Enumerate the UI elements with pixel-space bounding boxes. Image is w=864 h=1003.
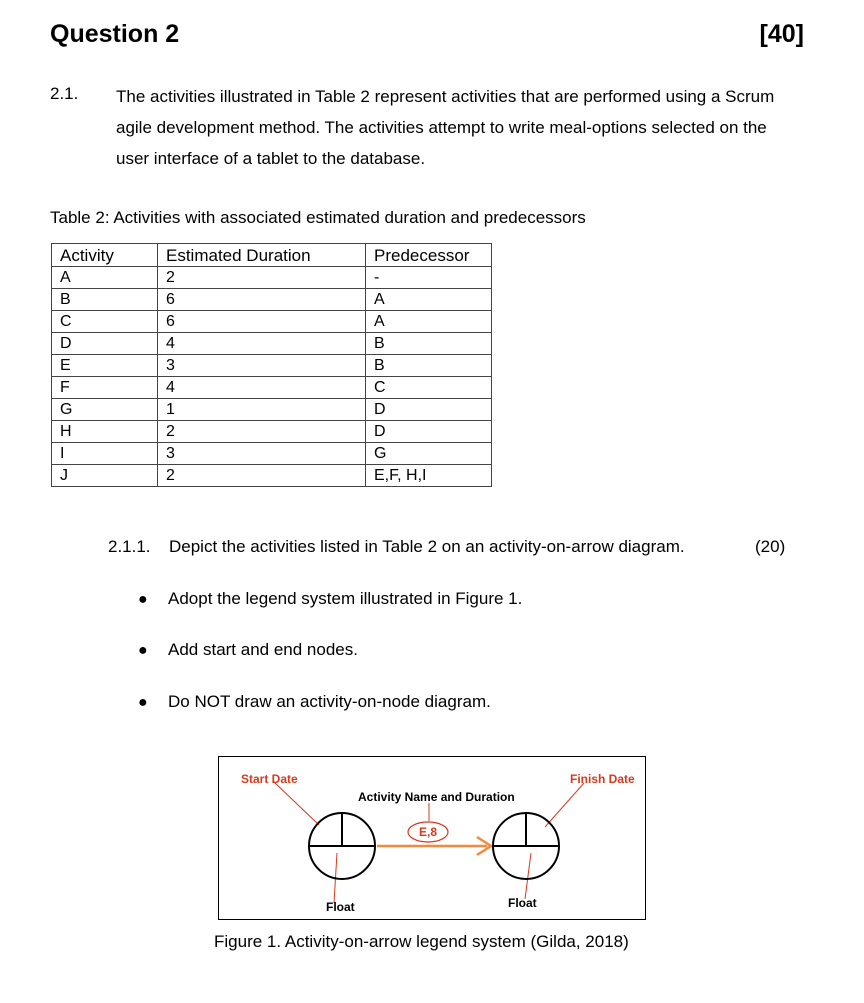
predecessor-cell: D [366, 399, 492, 421]
duration-cell: 4 [158, 333, 366, 355]
question-marks: [40] [759, 20, 804, 48]
bullet-item [138, 692, 491, 712]
header-activity: Activity [52, 244, 158, 267]
subquestion [108, 537, 685, 557]
paragraph-line: user interface of a tablet to the database. [116, 149, 426, 168]
predecessor-cell: - [366, 267, 492, 289]
predecessor-cell: D [366, 421, 492, 443]
bullet-icon: ● [138, 591, 148, 608]
start-node-icon [309, 813, 375, 879]
duration-cell: 2 [158, 267, 366, 289]
predecessor-cell: B [366, 333, 492, 355]
bullet-text: Add start and end nodes. [168, 640, 358, 659]
activity-cell: H [52, 421, 158, 443]
duration-cell: 6 [158, 311, 366, 333]
bullet-item [138, 640, 358, 660]
duration-cell: 2 [158, 465, 366, 487]
bullet-item [138, 589, 522, 609]
table-row [52, 267, 492, 289]
predecessor-cell: C [366, 377, 492, 399]
table-header-row [52, 244, 492, 267]
predecessor-cell: A [366, 289, 492, 311]
activity-cell: D [52, 333, 158, 355]
subquestion-marks: (20) [755, 537, 786, 556]
bullet-icon: ● [138, 694, 148, 711]
activity-cell: B [52, 289, 158, 311]
predecessor-cell: G [366, 443, 492, 465]
duration-cell: 4 [158, 377, 366, 399]
duration-cell: 3 [158, 355, 366, 377]
float-right-label: Float [508, 896, 537, 910]
duration-cell: 1 [158, 399, 366, 421]
table-row [52, 311, 492, 333]
table-row [52, 399, 492, 421]
finish-node-icon [493, 813, 559, 879]
duration-cell: 2 [158, 421, 366, 443]
activity-cell: E [52, 355, 158, 377]
activities-table [51, 243, 492, 487]
question-title: Question 2 [50, 20, 180, 48]
finish-date-pointer [545, 783, 584, 827]
activity-name-duration: E,8 [418, 825, 438, 839]
table-row [52, 355, 492, 377]
predecessor-cell: B [366, 355, 492, 377]
section-paragraph [116, 81, 828, 174]
table-row [52, 289, 492, 311]
bullet-icon: ● [138, 642, 148, 659]
predecessor-cell: A [366, 311, 492, 333]
header-predecessor: Predecessor [366, 244, 492, 267]
table-row [52, 421, 492, 443]
header-duration: Estimated Duration [158, 244, 366, 267]
paragraph-line: agile development method. The activities attempt to write meal-options selected on the [116, 118, 767, 137]
activity-cell: C [52, 311, 158, 333]
subquestion-number: 2.1.1. [108, 537, 151, 556]
float-left-label: Float [326, 900, 355, 914]
activity-cell: A [52, 267, 158, 289]
bullet-text: Do NOT draw an activity-on-node diagram. [168, 692, 491, 711]
start-date-pointer [273, 781, 319, 825]
subquestion-text: Depict the activities listed in Table 2 on an activity-on-arrow diagram. [169, 537, 685, 556]
finish-date-label: Finish Date [570, 772, 635, 786]
table-row [52, 443, 492, 465]
float-right-pointer [525, 853, 531, 899]
bullet-text: Adopt the legend system illustrated in Figure 1. [168, 589, 523, 608]
figure-caption: Figure 1. Activity-on-arrow legend system (Gilda, 2018) [214, 932, 629, 951]
start-date-label: Start Date [241, 772, 298, 786]
activity-cell: I [52, 443, 158, 465]
table-row [52, 465, 492, 487]
table-caption: Table 2: Activities with associated estimated duration and predecessors [50, 208, 586, 227]
table-row [52, 333, 492, 355]
activity-cell: G [52, 399, 158, 421]
activity-label: Activity Name and Duration [358, 790, 515, 804]
section-number: 2.1. [50, 84, 79, 103]
legend-figure [218, 756, 646, 920]
paragraph-line: The activities illustrated in Table 2 represent activities that are performed using a Scrum [116, 87, 775, 106]
activity-cell: J [52, 465, 158, 487]
duration-cell: 3 [158, 443, 366, 465]
predecessor-cell: E,F, H,I [366, 465, 492, 487]
duration-cell: 6 [158, 289, 366, 311]
table-row [52, 377, 492, 399]
activity-cell: F [52, 377, 158, 399]
